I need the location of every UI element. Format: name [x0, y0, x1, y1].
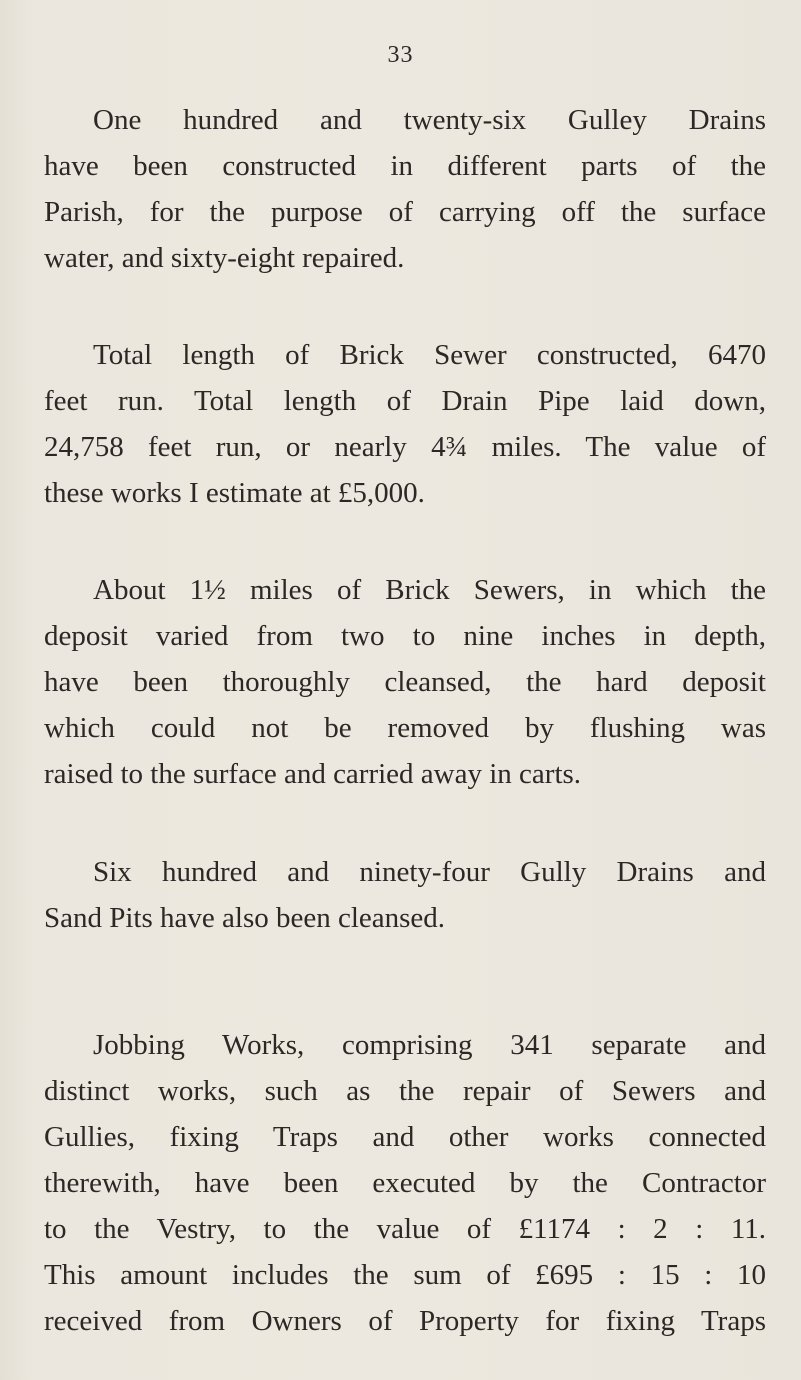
text-line: One hundred and twenty-six Gulley Drains [93, 104, 766, 136]
text-line: water, and sixty-eight repaired. [44, 242, 405, 274]
paragraph-sewer-length [44, 332, 766, 516]
text-line: to the Vestry, to the value of £1174 : 2 : 11. [44, 1213, 766, 1245]
paragraph-sewer-cleansing [44, 567, 766, 797]
text-line: About 1½ miles of Brick Sewers, in which the [93, 574, 766, 606]
text-line: received from Owners of Property for fixing Traps [44, 1305, 766, 1337]
text-line: Parish, for the purpose of carrying off the surface [44, 196, 766, 228]
paragraph-gulley-drains [44, 97, 766, 281]
text-line: therewith, have been executed by the Contractor [44, 1167, 766, 1199]
text-line: Gullies, fixing Traps and other works connected [44, 1121, 766, 1153]
page-number: 33 [387, 42, 414, 68]
text-line: Jobbing Works, comprising 341 separate and [93, 1029, 766, 1061]
text-line: deposit varied from two to nine inches in depth, [44, 620, 766, 652]
text-line: Sand Pits have also been cleansed. [44, 902, 446, 934]
text-line: have been thoroughly cleansed, the hard deposit [44, 666, 766, 698]
paragraph-gully-drains-cleansed [44, 849, 766, 941]
text-line: raised to the surface and carried away in carts. [44, 758, 582, 790]
paragraph-jobbing-works [44, 1022, 766, 1344]
text-line: Total length of Brick Sewer constructed, 6470 [93, 339, 766, 371]
text-line: which could not be removed by flushing was [44, 712, 766, 744]
text-line: distinct works, such as the repair of Sewers and [44, 1075, 766, 1107]
text-line: This amount includes the sum of £695 : 15 : 10 [44, 1259, 766, 1291]
text-line: these works I estimate at £5,000. [44, 477, 425, 509]
text-line: have been constructed in different parts of the [44, 150, 766, 182]
text-line: feet run. Total length of Drain Pipe laid down, [44, 385, 766, 417]
text-line: Six hundred and ninety-four Gully Drains and [93, 856, 766, 888]
text-line: 24,758 feet run, or nearly 4¾ miles. The value of [44, 431, 766, 463]
